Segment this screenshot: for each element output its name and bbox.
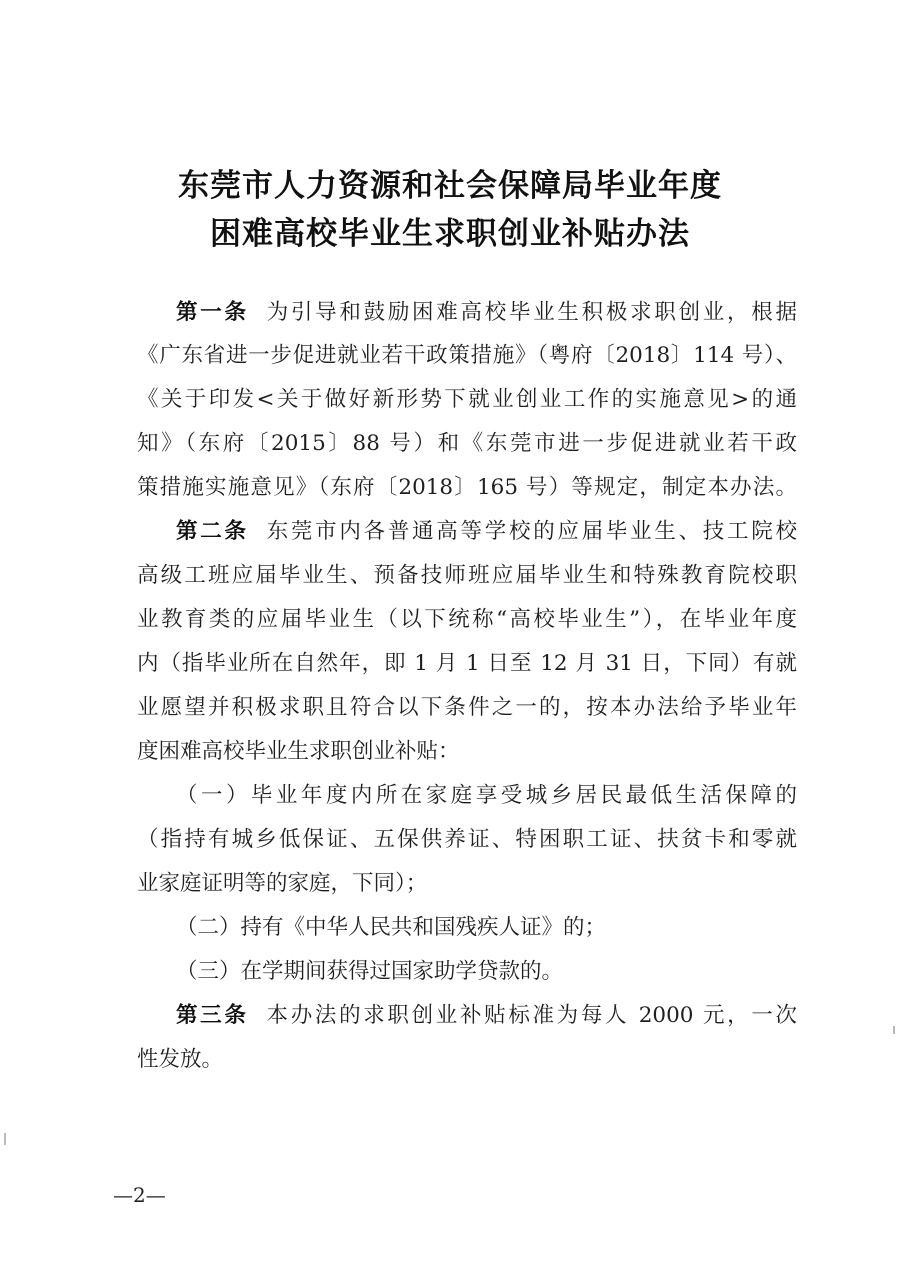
article-3-line-1: 第三条 本办法的求职创业补贴标准为每人 2000 元，一次: [176, 1003, 797, 1028]
article-3-label: 第三条: [176, 1003, 249, 1028]
article-2-label: 第二条: [176, 519, 249, 544]
article-3-line-2: 性发放。: [137, 1047, 224, 1072]
scan-speck: [4, 1133, 6, 1145]
article-1-line-1: 第一条 为引导和鼓励困难高校毕业生积极求职创业，根据: [176, 300, 797, 325]
article-1-line-3: 《关于印发<关于做好新形势下就业创业工作的实施意见>的通: [137, 387, 797, 412]
article-1-line-2: 《广东省进一步促进就业若干政策措施》（粤府〔2018〕114 号）、: [137, 343, 797, 368]
item-2: （二）持有《中华人民共和国残疾人证》的；: [176, 915, 607, 940]
article-1-line-4: 知》（东府〔2015〕88 号）和《东莞市进一步促进就业若干政: [137, 431, 797, 456]
item-1-line-3: 业家庭证明等的家庭，下同）；: [137, 871, 428, 896]
article-2-line-1: 第二条 东莞市内各普通高等学校的应届毕业生、技工院校: [176, 519, 797, 544]
article-2-line-6: 度困难高校毕业生求职创业补贴：: [137, 739, 460, 764]
item-1-line-1: （一）毕业年度内所在家庭享受城乡居民最低生活保障的: [176, 783, 797, 808]
scan-speck: [893, 1026, 895, 1034]
article-2-line-3: 业教育类的应届毕业生（以下统称“高校毕业生”），在毕业年度: [137, 607, 797, 632]
article-1-line-5: 策措施实施意见》（东府〔2018〕165 号）等规定，制定本办法。: [137, 475, 797, 500]
article-2-line-2: 高级工班应届毕业生、预备技师班应届毕业生和特殊教育院校职: [137, 563, 797, 588]
item-3: （三）在学期间获得过国家助学贷款的。: [176, 959, 564, 984]
article-2-line-4: 内（指毕业所在自然年，即 1 月 1 日至 12 月 31 日，下同）有就: [137, 651, 797, 676]
article-2-line-5: 业愿望并积极求职且符合以下条件之一的，按本办法给予毕业年: [137, 695, 797, 720]
page-number: —2—: [113, 1183, 166, 1207]
document-title-line-2: 困难高校毕业生求职创业补贴办法: [210, 216, 690, 252]
item-1-line-2: （指持有城乡低保证、五保供养证、特困职工证、扶贫卡和零就: [137, 827, 797, 852]
document-title-line-1: 东莞市人力资源和社会保障局毕业年度: [178, 168, 722, 204]
article-1-label: 第一条: [176, 300, 249, 325]
